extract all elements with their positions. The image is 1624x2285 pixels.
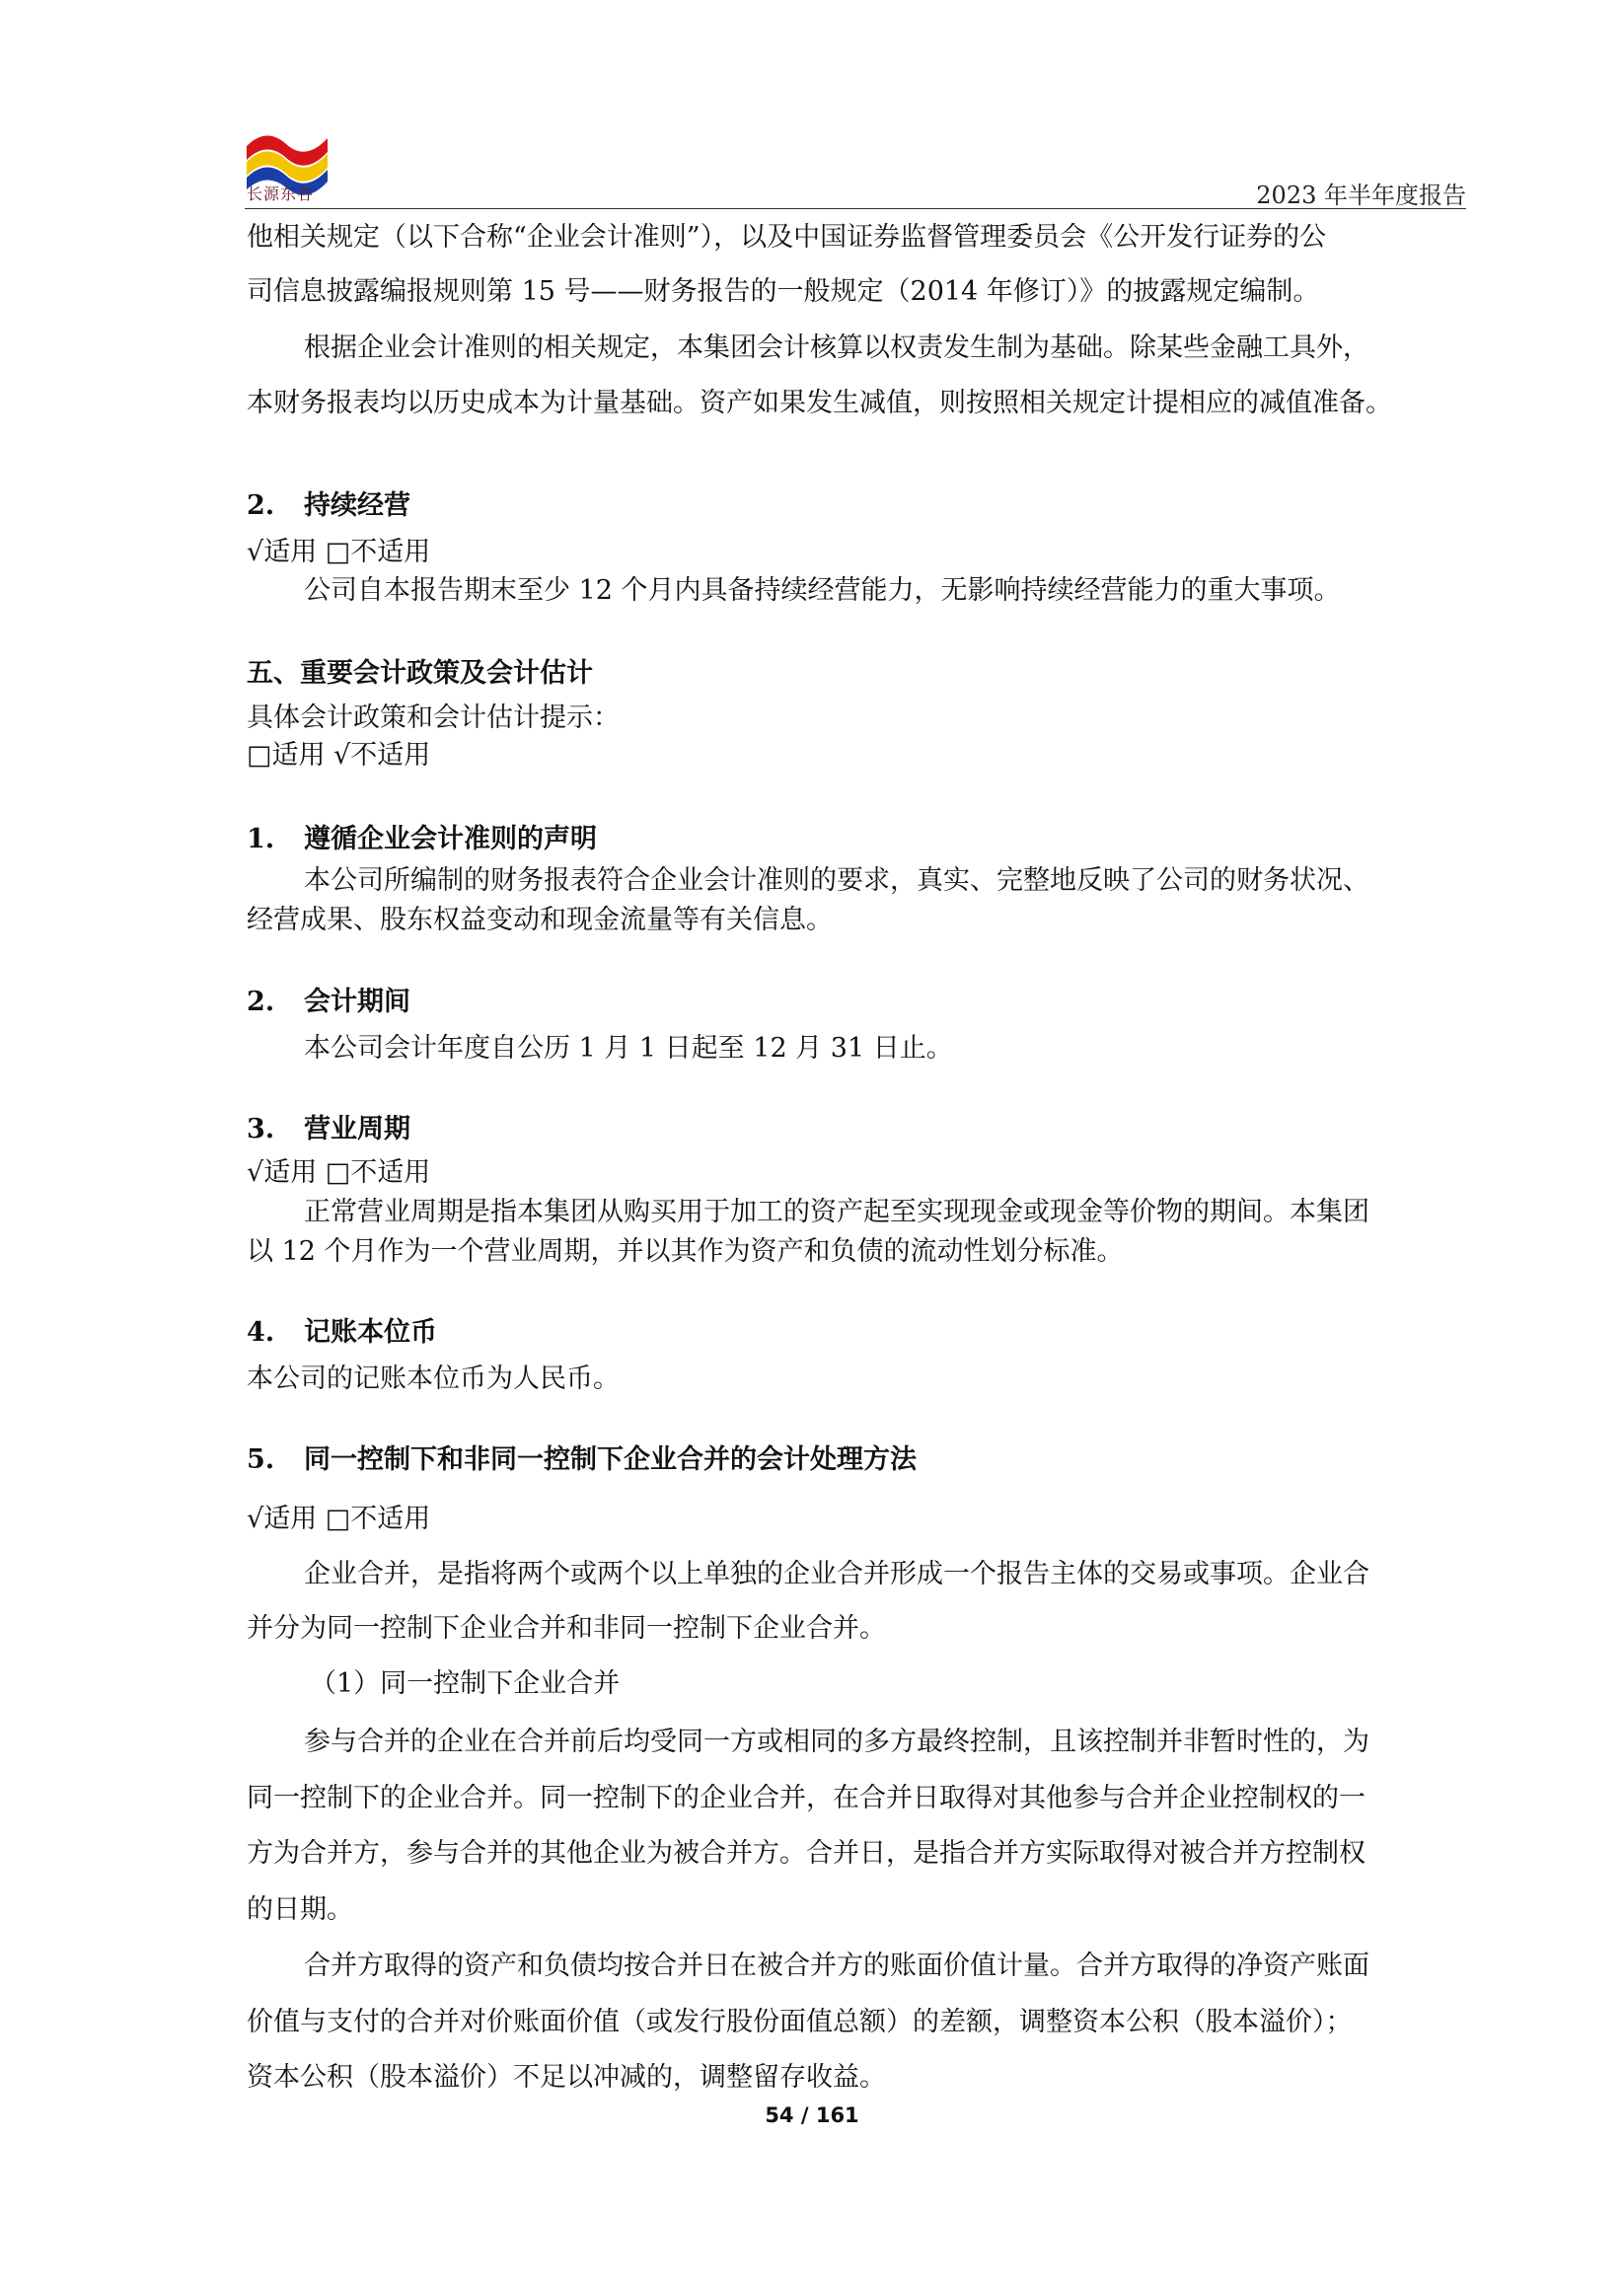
heading-text: 记账本位币 (304, 1317, 437, 1348)
subsection-heading: （1）同一控制下企业合并 (310, 1668, 621, 1699)
chapter-heading: 五、重要会计政策及会计估计 (247, 658, 593, 689)
applicability-marker: √适用 □不适用 (247, 1157, 431, 1188)
paragraph-line: 同一控制下的企业合并。同一控制下的企业合并，在合并日取得对其他参与合并企业控制权的一 (247, 1783, 1366, 1813)
paragraph-line: 本财务报表均以历史成本为计量基础。资产如果发生减值，则按照相关规定计提相应的减值准备。 (247, 388, 1392, 418)
applicability-marker: √适用 □不适用 (247, 1504, 431, 1534)
paragraph-line: 本公司的记账本位币为人民币。 (247, 1364, 620, 1394)
heading-number: 2. (247, 490, 275, 521)
section-heading-accounting-period (247, 980, 410, 1018)
section-heading-operating-cycle (247, 1107, 410, 1145)
heading-number: 5. (247, 1444, 275, 1475)
paragraph-line: 价值与支付的合并对价账面价值（或发行股份面值总额）的差额，调整资本公积（股本溢价）； (247, 2007, 1353, 2037)
heading-number: 2. (247, 987, 275, 1017)
policy-hint: 具体会计政策和会计估计提示： (247, 702, 620, 733)
heading-text: 持续经营 (304, 490, 410, 521)
heading-number: 4. (247, 1317, 275, 1348)
heading-text: 同一控制下和非同一控制下企业合并的会计处理方法 (304, 1444, 917, 1475)
heading-number: 3. (247, 1114, 275, 1144)
paragraph-line: 参与合并的企业在合并前后均受同一方或相同的多方最终控制，且该控制并非暂时性的，为 (304, 1727, 1369, 1757)
applicability-marker: □适用 √不适用 (247, 740, 431, 771)
header-divider (245, 208, 1466, 209)
applicability-marker: √适用 □不适用 (247, 537, 431, 567)
paragraph-line: 合并方取得的资产和负债均按合并日在被合并方的账面价值计量。合并方取得的净资产账面 (304, 1951, 1369, 1981)
section-heading-compliance (247, 817, 597, 855)
heading-text: 营业周期 (304, 1114, 410, 1144)
paragraph-line: 经营成果、股东权益变动和现金流量等有关信息。 (247, 905, 833, 935)
paragraph-line: 司信息披露编报规则第 15 号——财务报告的一般规定（2014 年修订）》的披露规定编制。 (247, 276, 1320, 307)
logo-text: 长源东谷 (247, 184, 315, 203)
paragraph-line: 方为合并方，参与合并的其他企业为被合并方。合并日，是指合并方实际取得对被合并方控制权 (247, 1838, 1366, 1869)
paragraph-line: 资本公积（股本溢价）不足以冲减的，调整留存收益。 (247, 2062, 886, 2093)
paragraph-line: 本公司会计年度自公历 1 月 1 日起至 12 月 31 日止。 (304, 1033, 953, 1064)
section-heading-going-concern (247, 483, 410, 522)
paragraph-line: 以 12 个月作为一个营业周期，并以其作为资产和负债的流动性划分标准。 (247, 1236, 1124, 1267)
heading-text: 遵循企业会计准则的声明 (304, 824, 597, 854)
paragraph-line: 根据企业会计准则的相关规定，本集团会计核算以权责发生制为基础。除某些金融工具外， (304, 332, 1369, 363)
paragraph-line: 企业合并，是指将两个或两个以上单独的企业合并形成一个报告主体的交易或事项。企业合 (304, 1559, 1369, 1589)
page-number: 54 / 161 (765, 2103, 859, 2127)
paragraph-line: 公司自本报告期末至少 12 个月内具备持续经营能力，无影响持续经营能力的重大事项。 (304, 575, 1341, 606)
heading-number: 1. (247, 824, 275, 854)
paragraph-line: 的日期。 (247, 1894, 353, 1925)
report-title: 2023 年半年度报告 (1256, 182, 1466, 209)
section-heading-functional-currency (247, 1310, 437, 1349)
section-heading-business-combination (247, 1437, 917, 1476)
paragraph-line: 他相关规定（以下合称“企业会计准则”），以及中国证券监督管理委员会《公开发行证券的公 (247, 222, 1327, 253)
paragraph-line: 并分为同一控制下企业合并和非同一控制下企业合并。 (247, 1613, 886, 1644)
paragraph-line: 正常营业周期是指本集团从购买用于加工的资产起至实现现金或现金等价物的期间。本集团 (304, 1197, 1369, 1227)
paragraph-line: 本公司所编制的财务报表符合企业会计准则的要求，真实、完整地反映了公司的财务状况、 (304, 865, 1369, 896)
heading-text: 会计期间 (304, 987, 410, 1017)
